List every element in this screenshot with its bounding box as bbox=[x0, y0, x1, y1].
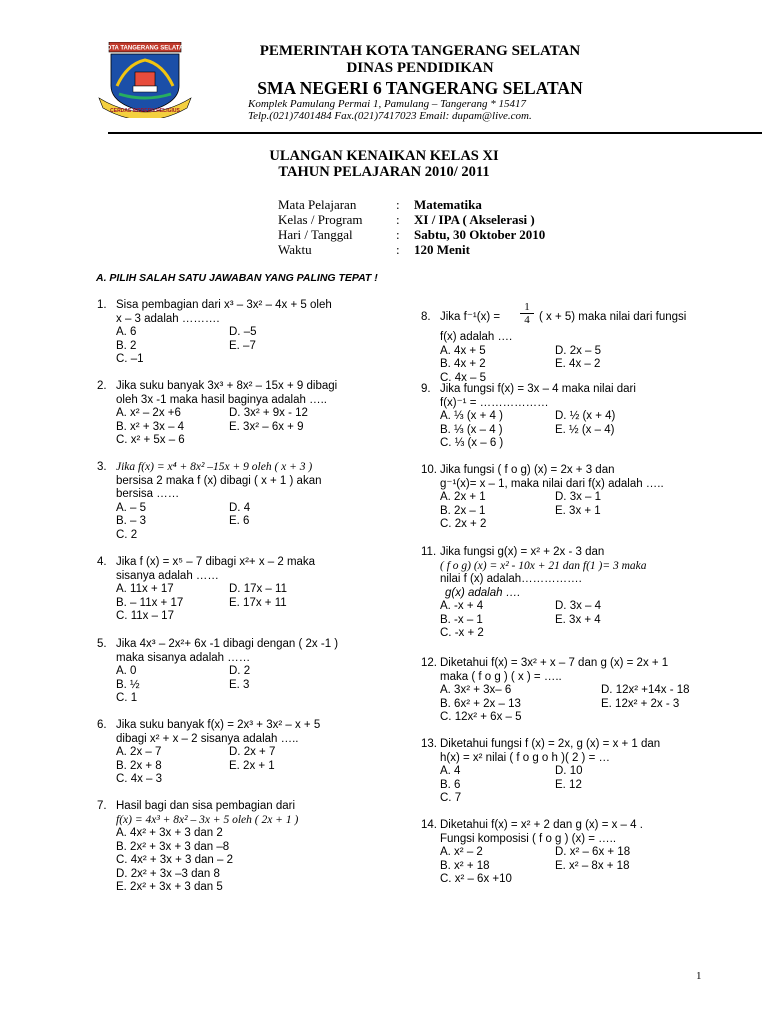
option-a[interactable]: A. x² – 2x +6 bbox=[116, 407, 181, 419]
question-text: maka sisanya adalah …… bbox=[116, 651, 251, 664]
question-6 bbox=[97, 719, 397, 789]
option-e[interactable]: E. 4x – 2 bbox=[555, 358, 601, 370]
question-4 bbox=[97, 556, 397, 626]
info-value: Matematika bbox=[414, 197, 482, 212]
option-e[interactable]: E. x² – 8x + 18 bbox=[555, 859, 630, 872]
option-d[interactable]: D. 2x – 5 bbox=[555, 344, 602, 357]
government-name: PEMERINTAH KOTA TANGERANG SELATAN bbox=[259, 43, 581, 59]
header-divider bbox=[108, 132, 762, 134]
option-d[interactable]: D. 3x² + 9x - 12 bbox=[229, 407, 308, 419]
question-text: h(x) = x² nilai ( f o g o h )( 2 ) = … bbox=[440, 751, 610, 764]
info-label: Hari / Tanggal bbox=[278, 227, 353, 242]
question-text: Jika fungsi f(x) = 3x – 4 maka nilai dari bbox=[440, 383, 636, 395]
option-e[interactable]: E. ½ (x – 4) bbox=[555, 423, 615, 436]
option-e[interactable]: E. 3x² – 6x + 9 bbox=[229, 420, 304, 433]
option-a[interactable]: A. -x + 4 bbox=[440, 600, 484, 612]
info-value: 120 Menit bbox=[414, 242, 470, 257]
option-a[interactable]: A. 4x² + 3x + 3 dan 2 bbox=[116, 827, 223, 839]
option-d[interactable]: D. ½ (x + 4) bbox=[555, 410, 616, 422]
option-b[interactable]: B. ⅓ (x – 4 ) bbox=[440, 423, 503, 436]
option-d[interactable]: D. 17x – 11 bbox=[229, 583, 287, 595]
question-5 bbox=[97, 638, 397, 708]
option-b[interactable]: B. ½ bbox=[116, 678, 140, 691]
option-e[interactable]: E. 2x + 1 bbox=[229, 759, 275, 772]
info-value: Sabtu, 30 Oktober 2010 bbox=[414, 227, 546, 242]
question-number: 6. bbox=[97, 719, 107, 731]
option-d[interactable]: D. 2x² + 3x –3 dan 8 bbox=[116, 867, 220, 880]
question-number: 10. bbox=[421, 464, 437, 476]
option-b[interactable]: B. 2x + 8 bbox=[116, 759, 162, 772]
option-c[interactable]: C. 2x + 2 bbox=[440, 518, 487, 530]
question-1 bbox=[97, 299, 397, 369]
option-d[interactable]: D. x² – 6x + 18 bbox=[555, 846, 631, 858]
info-colon: : bbox=[396, 227, 400, 242]
option-c[interactable]: C. –1 bbox=[116, 353, 144, 365]
option-a[interactable]: A. x² – 2 bbox=[440, 846, 483, 858]
question-text: f(x) adalah …. bbox=[440, 331, 513, 343]
question-text: Jika 4x³ – 2x²+ 6x -1 dibagi dengan ( 2x -1 ) bbox=[116, 638, 339, 650]
academic-year: TAHUN PELAJARAN 2010/ 2011 bbox=[278, 164, 490, 180]
option-d[interactable]: D. 2x + 7 bbox=[229, 746, 276, 758]
question-text: Jika f(x) = x⁴ + 8x² –15x + 9 oleh ( x + 3 ) bbox=[116, 461, 313, 473]
option-b[interactable]: B. 4x + 2 bbox=[440, 358, 486, 370]
question-text: maka ( f o g ) ( x ) = ….. bbox=[440, 670, 562, 683]
question-text: g(x) adalah …. bbox=[445, 586, 521, 599]
question-number: 2. bbox=[97, 380, 107, 392]
option-e[interactable]: E. 6 bbox=[229, 515, 250, 527]
option-a[interactable]: A. 4x + 5 bbox=[440, 344, 486, 357]
option-e[interactable]: E. 12x² + 2x - 3 bbox=[601, 697, 680, 710]
option-e[interactable]: E. 2x² + 3x + 3 dan 5 bbox=[116, 881, 223, 893]
option-e[interactable]: E. 3x + 4 bbox=[555, 613, 601, 626]
school-contact: Telp.(021)7401484 Fax.(021)7417023 Email: dupam@live.com. bbox=[248, 110, 532, 122]
question-8 bbox=[421, 302, 721, 384]
option-e[interactable]: E. 3x + 1 bbox=[555, 504, 601, 517]
option-c[interactable]: C. 11x – 17 bbox=[116, 610, 174, 622]
question-text: Fungsi komposisi ( f o g ) (x) = ….. bbox=[440, 832, 617, 845]
info-label: Mata Pelajaran bbox=[278, 197, 357, 212]
question-text: dibagi x² + x – 2 sisanya adalah ….. bbox=[116, 732, 299, 745]
option-a[interactable]: A. 2x – 7 bbox=[116, 746, 162, 758]
question-text: f(x) = 4x³ + 8x² – 3x + 5 oleh ( 2x + 1 ) bbox=[116, 813, 299, 826]
question-9 bbox=[421, 383, 721, 453]
option-c[interactable]: C. 2 bbox=[116, 528, 138, 541]
option-a[interactable]: A. 0 bbox=[116, 665, 137, 677]
option-c[interactable]: C. ⅓ (x – 6 ) bbox=[440, 437, 504, 449]
section-a-heading: A. PILIH SALAH SATU JAWABAN YANG PALING TEPAT ! bbox=[96, 272, 378, 284]
info-colon: : bbox=[396, 242, 400, 257]
option-c[interactable]: C. 7 bbox=[440, 792, 462, 804]
option-c[interactable]: C. x² – 6x +10 bbox=[440, 873, 512, 885]
option-d[interactable]: D. 2 bbox=[229, 665, 251, 677]
question-2 bbox=[97, 380, 397, 450]
question-text: ( x + 5) maka nilai dari fungsi bbox=[539, 311, 687, 323]
question-text: nilai f (x) adalah……………. bbox=[440, 573, 582, 585]
question-text: bersisa 2 maka f (x) dibagi ( x + 1 ) akan bbox=[116, 474, 322, 487]
school-name: SMA NEGERI 6 TANGERANG SELATAN bbox=[257, 78, 583, 98]
option-b[interactable]: B. 6x² + 2x – 13 bbox=[440, 697, 521, 710]
option-a[interactable]: A. 4 bbox=[440, 765, 461, 777]
question-text: Jika suku banyak f(x) = 2x³ + 3x² – x + 5 bbox=[116, 719, 321, 731]
svg-text:KOTA TANGERANG SELATAN: KOTA TANGERANG SELATAN bbox=[102, 45, 188, 52]
option-e[interactable]: E. –7 bbox=[229, 339, 256, 352]
option-a[interactable]: A. – 5 bbox=[116, 501, 147, 514]
svg-text:CERDAS MODERN RELIGIUS: CERDAS MODERN RELIGIUS bbox=[110, 108, 180, 114]
info-label: Kelas / Program bbox=[278, 212, 363, 227]
question-number: 9. bbox=[421, 383, 431, 395]
school-address: Komplek Pamulang Permai 1, Pamulang – Tangerang * 15417 bbox=[248, 98, 526, 110]
option-c[interactable]: C. x² + 5x – 6 bbox=[116, 434, 185, 446]
option-b[interactable]: B. x² + 18 bbox=[440, 859, 490, 872]
question-3 bbox=[97, 461, 397, 545]
question-text: oleh 3x -1 maka hasil baginya adalah ….. bbox=[116, 393, 327, 406]
question-number: 4. bbox=[97, 556, 107, 568]
question-11 bbox=[421, 546, 721, 644]
option-b[interactable]: B. – 11x + 17 bbox=[116, 596, 184, 609]
option-a[interactable]: A. 2x + 1 bbox=[440, 491, 486, 503]
question-number: 8. bbox=[421, 311, 431, 323]
question-text: Jika fungsi g(x) = x² + 2x - 3 dan bbox=[440, 546, 605, 558]
question-number: 14. bbox=[421, 819, 437, 831]
option-e[interactable]: E. 3 bbox=[229, 678, 250, 691]
question-14 bbox=[421, 819, 721, 889]
option-e[interactable]: E. 12 bbox=[555, 778, 582, 791]
fraction-denominator: 4 bbox=[524, 314, 530, 326]
option-d[interactable]: D. 10 bbox=[555, 765, 583, 777]
question-text: x – 3 adalah ………. bbox=[116, 312, 220, 325]
question-12 bbox=[421, 657, 721, 727]
question-number: 5. bbox=[97, 638, 107, 650]
question-10 bbox=[421, 464, 721, 534]
question-text: Diketahui f(x) = x² + 2 dan g (x) = x – 4 . bbox=[440, 819, 643, 831]
question-text: ( f o g) (x) = x² - 10x + 21 dan f(1 )= 3 maka bbox=[440, 559, 647, 572]
info-colon: : bbox=[396, 212, 400, 227]
question-text: Diketahui fungsi f (x) = 2x, g (x) = x + 1 dan bbox=[440, 738, 661, 750]
info-label: Waktu bbox=[278, 242, 312, 257]
question-number: 3. bbox=[97, 461, 107, 473]
option-e[interactable]: E. 17x + 11 bbox=[229, 596, 287, 609]
exam-title: ULANGAN KENAIKAN KELAS XI bbox=[269, 148, 499, 164]
question-text: Jika fungsi ( f o g) (x) = 2x + 3 dan bbox=[440, 464, 615, 476]
question-number: 7. bbox=[97, 800, 107, 812]
question-text: f(x)⁻¹ = ……………… bbox=[440, 396, 549, 409]
option-a[interactable]: A. 11x + 17 bbox=[116, 583, 174, 595]
option-d[interactable]: D. 4 bbox=[229, 501, 251, 514]
question-text: Jika f⁻¹(x) = bbox=[440, 311, 501, 323]
option-b[interactable]: B. -x – 1 bbox=[440, 613, 483, 626]
option-b[interactable]: B. 2 bbox=[116, 339, 137, 352]
option-a[interactable]: A. ⅓ (x + 4 ) bbox=[440, 410, 503, 422]
info-colon: : bbox=[396, 197, 400, 212]
question-number: 13. bbox=[421, 738, 437, 750]
question-text: bersisa …… bbox=[116, 488, 180, 500]
option-c[interactable]: C. -x + 2 bbox=[440, 627, 484, 639]
option-c[interactable]: C. 1 bbox=[116, 692, 138, 704]
option-d[interactable]: D. 3x – 1 bbox=[555, 491, 602, 503]
exam-info bbox=[278, 197, 678, 259]
question-13 bbox=[421, 738, 721, 808]
question-number: 11. bbox=[421, 546, 437, 558]
page-number: 1 bbox=[696, 970, 702, 982]
question-text: Jika f (x) = x⁵ – 7 dibagi x²+ x – 2 maka bbox=[116, 556, 316, 568]
question-text: Sisa pembagian dari x³ – 3x² – 4x + 5 oleh bbox=[116, 299, 332, 311]
option-c[interactable]: C. 4x – 3 bbox=[116, 773, 163, 785]
question-7 bbox=[97, 800, 397, 898]
info-value: XI / IPA ( Akselerasi ) bbox=[414, 212, 535, 227]
question-number: 1. bbox=[97, 299, 107, 311]
option-a[interactable]: A. 6 bbox=[116, 326, 137, 338]
question-text: sisanya adalah …… bbox=[116, 569, 219, 582]
option-c[interactable]: C. 4x – 5 bbox=[440, 371, 487, 384]
question-text: g⁻¹(x)= x – 1, maka nilai dari f(x) adalah ….. bbox=[440, 477, 664, 490]
option-d[interactable]: D. 12x² +14x - 18 bbox=[601, 684, 690, 696]
option-c[interactable]: C. 4x² + 3x + 3 dan – 2 bbox=[116, 854, 233, 866]
department-name: DINAS PENDIDIKAN bbox=[346, 60, 494, 76]
question-text: Hasil bagi dan sisa pembagian dari bbox=[116, 800, 295, 812]
option-b[interactable]: B. – 3 bbox=[116, 515, 147, 527]
option-b[interactable]: B. x² + 3x – 4 bbox=[116, 420, 185, 433]
option-c[interactable]: C. 12x² + 6x – 5 bbox=[440, 711, 522, 723]
question-text: Jika suku banyak 3x³ + 8x² – 15x + 9 dibagi bbox=[116, 380, 338, 392]
option-b[interactable]: B. 2x² + 3x + 3 dan –8 bbox=[116, 840, 230, 853]
fraction-numerator: 1 bbox=[524, 301, 530, 313]
question-number: 12. bbox=[421, 657, 437, 669]
option-b[interactable]: B. 6 bbox=[440, 778, 461, 791]
question-text: Diketahui f(x) = 3x² + x – 7 dan g (x) = 2x + 1 bbox=[440, 657, 669, 669]
letterhead bbox=[0, 0, 768, 135]
option-b[interactable]: B. 2x – 1 bbox=[440, 504, 486, 517]
option-d[interactable]: D. 3x – 4 bbox=[555, 600, 602, 612]
option-a[interactable]: A. 3x² + 3x– 6 bbox=[440, 684, 512, 696]
option-d[interactable]: D. –5 bbox=[229, 326, 257, 338]
